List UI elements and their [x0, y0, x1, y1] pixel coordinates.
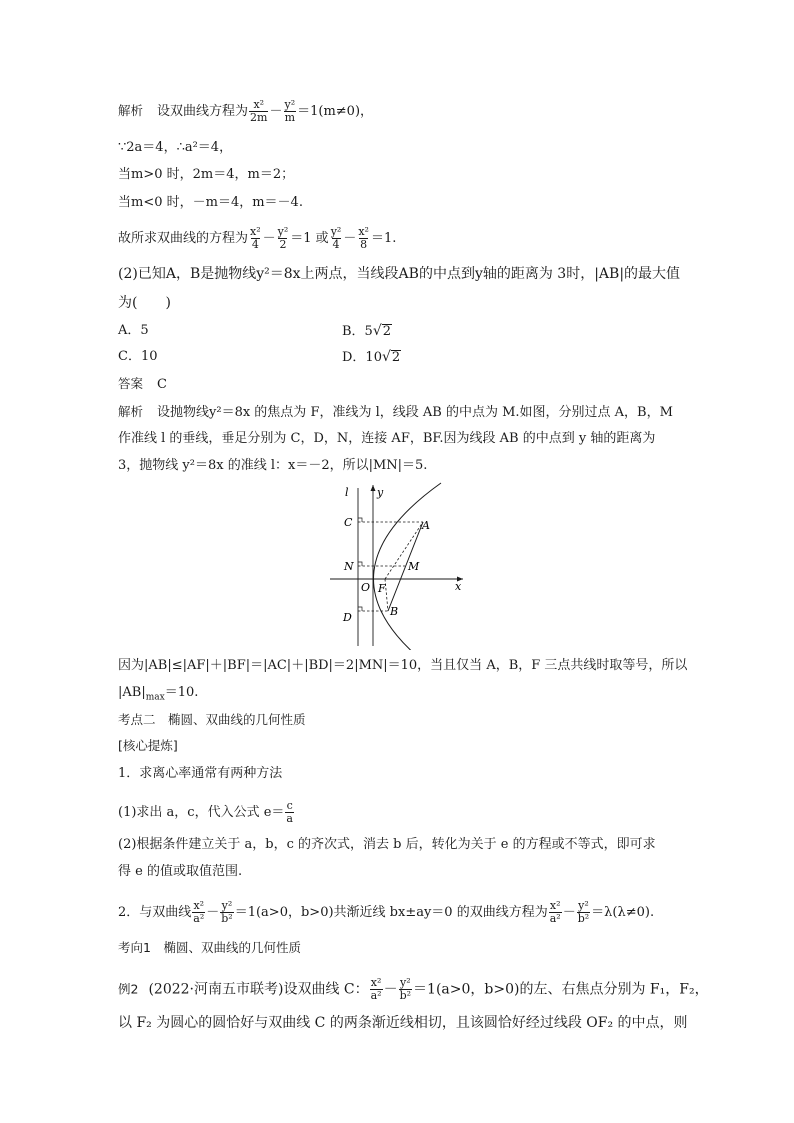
conclusion-line2: $|AB|_{max}=10$. — [118, 685, 199, 703]
analysis2-line2: 作准线 l 的垂线，垂足分别为 C，D，N，连接 AF，BF.因为线段 AB 的中点到 y 轴的距离为 — [118, 431, 656, 446]
fraction: $\frac{c}{a}$ — [286, 799, 293, 825]
fraction: $\frac{\text{y²}}{2}$ — [277, 225, 289, 251]
fraction: $\frac{\text{x²}}{\text{a²}}$ — [370, 976, 382, 1002]
fraction: $\frac{\text{y²}}{m}$ — [284, 98, 296, 124]
label-y: y — [377, 486, 384, 499]
label-a: A — [422, 519, 430, 532]
option-b: B．5√2 — [342, 323, 392, 339]
label-m: M — [408, 560, 420, 573]
point1: 1．求离心率通常有两种方法 — [118, 766, 283, 781]
fraction: $\frac{\text{x²}}{\text{a²}}$ — [549, 899, 561, 925]
label-l: l — [345, 486, 349, 499]
section-title: 考点二 椭圆、双曲线的几何性质 — [118, 712, 306, 727]
example-line1: 例2 (2022·河南五市联考)设双曲线 C： $\frac{\text{x²}}{\text{a²}}$ － $\frac{\text{y²}}{\text{b²}}$ ＝1(a>0，b>0)的左、右焦点分别为 F₁，F₂， — [118, 976, 709, 1002]
option-d: D．10√2 — [342, 349, 401, 365]
conclusion-line1: 因为|AB|≤|AF|＋|BF|＝|AC|＋|BD|＝2|MN|＝10，当且仅当 A，B，F 三点共线时取等号，所以 — [118, 658, 688, 673]
analysis1-line3: 当m>0 时，2m＝4，m＝2； — [118, 167, 295, 182]
fraction: $\frac{\text{y²}}{4}$ — [330, 225, 342, 251]
answer-line: 答案 C — [118, 376, 167, 392]
fraction: $\frac{\text{x²}}{4}$ — [250, 225, 261, 251]
right-angle-d — [358, 607, 362, 611]
analysis1-line4: 当m<0 时，－m＝4，m＝－4. — [118, 195, 303, 210]
label-o: O — [361, 581, 371, 594]
label-c: C — [344, 516, 353, 529]
question2-line1: (2)已知A，B是抛物线y²＝8x上两点，当线段AB的中点到y轴的距离为 3时，|AB|的最大值 — [118, 266, 681, 282]
analysis2-line1: 解析 设抛物线y²＝8x 的焦点为 F，准线为 l，线段 AB 的中点为 M.如图，分别过点 A，B，M — [118, 404, 673, 420]
direction-title: 考向1 椭圆、双曲线的几何性质 — [118, 940, 301, 955]
point1a: (1)求出 a，c，代入公式 e＝ $\frac{c}{a}$ — [118, 799, 293, 825]
fraction: $\frac{\text{y²}}{\text{b²}}$ — [399, 976, 412, 1002]
label-b: B — [390, 605, 399, 618]
example-label: 例2 — [118, 981, 139, 997]
option-c: C．10 — [118, 349, 158, 364]
point2: 2．与双曲线 $\frac{\text{x²}}{\text{a²}}$ － $\frac{\text{y²}}{\text{b²}}$ ＝1(a>0，b>0)共渐近线 bx±ay＝0 的双曲线方程为 $\frac{\text{x²}}{\text{a²}}$ － $\frac{\text{y²}}{\text{b²}}$ ＝λ(λ≠0). — [118, 899, 655, 925]
fraction: $\frac{\text{y²}}{\text{b²}}$ — [577, 899, 590, 925]
fraction: $\frac{\text{y²}}{\text{b²}}$ — [221, 899, 233, 925]
fraction: $\frac{\text{x²}}{\text{a²}}$ — [193, 899, 205, 925]
label-f: F — [378, 582, 386, 595]
core-heading: [核心提炼] — [118, 738, 178, 753]
label-d: D — [343, 611, 352, 624]
analysis1-line1: 解析 设双曲线方程为 $\frac{\text{x²}}{2m}$ － $\frac{\text{y²}}{m}$ ＝1(m≠0)， — [118, 98, 374, 124]
right-angle-c — [358, 518, 362, 522]
parabola-figure — [325, 480, 470, 650]
label-n: N — [344, 560, 354, 573]
fraction: $\frac{\text{x²}}{8}$ — [358, 225, 369, 251]
analysis1-line2: ∵2a＝4，∴a²＝4， — [118, 140, 233, 155]
analysis1-line5: 故所求双曲线的方程为 $\frac{\text{x²}}{4}$ － $\frac{\text{y²}}{2}$ ＝1 或 $\frac{\text{y²}}{4}$ － $\frac{\text{x²}}{8}$ ＝1. — [118, 225, 397, 251]
y-axis-arrow — [371, 485, 376, 491]
point1b-line1: (2)根据条件建立关于 a，b，c 的齐次式，消去 b 后，转化为关于 e 的方程或不等式，即可求 — [118, 837, 656, 852]
analysis2-line3: 3，抛物线 y²＝8x 的准线 l：x＝－2，所以|MN|＝5. — [118, 458, 428, 473]
analysis-label: 解析 — [118, 103, 144, 118]
question2-line2: 为( ) — [118, 295, 171, 311]
label-x: x — [455, 580, 462, 593]
example-line2: 以 F₂ 为圆心的圆恰好与双曲线 C 的两条渐近线相切，且该圆恰好经过线段 OF₂ 的中点，则 — [118, 1015, 688, 1031]
option-a: A．5 — [118, 323, 149, 338]
right-angle-n — [358, 562, 362, 566]
fraction: $\frac{\text{x²}}{2m}$ — [250, 98, 268, 124]
point1b-line2: 得 e 的值或取值范围. — [118, 864, 243, 879]
